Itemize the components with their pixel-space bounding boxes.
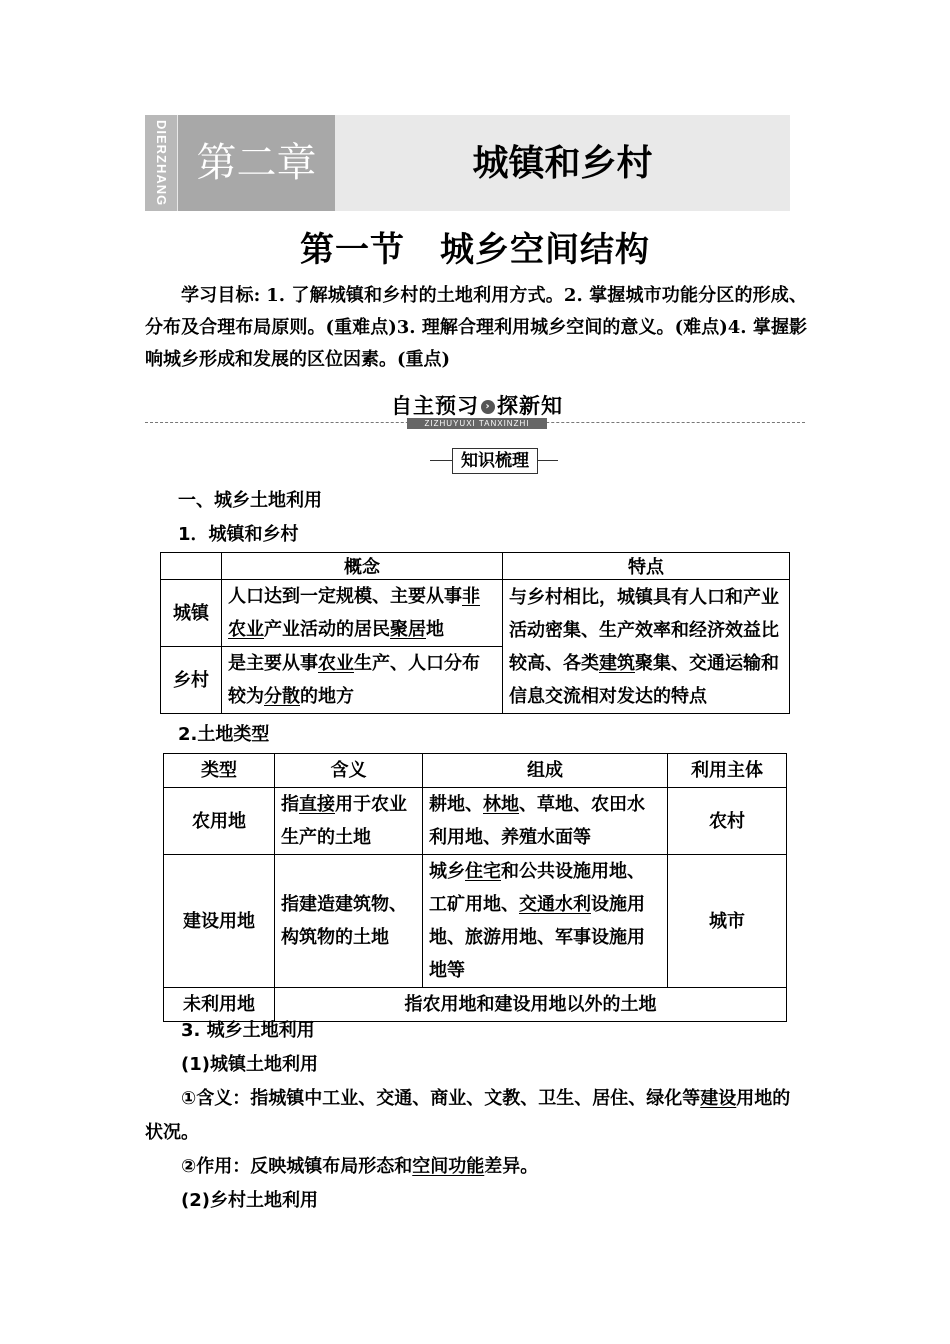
preview-header <box>145 390 805 430</box>
learning-objectives <box>145 280 807 376</box>
table-header: 组成 <box>423 754 668 788</box>
chapter-title: 城镇和乡村 <box>472 142 653 184</box>
table-cell: 农村 <box>668 788 787 855</box>
knowledge-sort-text: 知识梳理 <box>452 448 538 474</box>
chapter-number: 第二章 <box>178 115 335 211</box>
subheading-land-types: 2.土地类型 <box>178 724 270 745</box>
table-row-label: 未利用地 <box>164 988 275 1022</box>
table-header: 含义 <box>275 754 423 788</box>
preview-title-a: 自主预习 <box>391 394 479 418</box>
objectives-label: 学习目标: <box>181 285 261 306</box>
table-header: 类型 <box>164 754 275 788</box>
table-cell: 指农用地和建设用地以外的土地 <box>275 988 787 1022</box>
preview-title-b: 探新知 <box>497 394 563 418</box>
table-cell: 是主要从事农业生产、人口分布较为分散的地方 <box>222 647 503 714</box>
subheading-town-village: 1．城镇和乡村 <box>178 524 299 545</box>
section-title: 第一节 城乡空间结构 <box>300 230 650 270</box>
subheading-town-land: (1)城镇土地利用 <box>181 1054 318 1075</box>
heading-land-use: 一、城乡土地利用 <box>178 490 322 511</box>
table-row-label: 乡村 <box>161 647 222 714</box>
objectives-text: 1. 了解城镇和乡村的土地利用方式。2. 掌握城市功能分区的形成、分布及合理布局原则。(重难点)3. 理解合理利用城乡空间的意义。(难点)4. 掌握影响城乡形成和发展的区位因素。(重点) <box>145 285 807 370</box>
table-header: 特点 <box>503 553 790 580</box>
preview-pinyin: ZIZHUYUXI TANXINZHI <box>407 418 547 429</box>
meaning-paragraph: ①含义：指城镇中工业、交通、商业、文教、卫生、居住、绿化等建设用地的状况。 <box>145 1088 791 1143</box>
table-row-label: 城镇 <box>161 580 222 647</box>
town-village-table <box>160 552 790 714</box>
table-header: 概念 <box>222 553 503 580</box>
table-header <box>161 553 222 580</box>
function-paragraph: ②作用：反映城镇布局形态和空间功能差异。 <box>181 1156 539 1177</box>
subheading-rural-land: (2)乡村土地利用 <box>181 1190 318 1211</box>
chapter-banner <box>145 115 790 211</box>
table-cell: 指建造建筑物、构筑物的土地 <box>275 855 423 988</box>
table-header: 利用主体 <box>668 754 787 788</box>
table-cell: 城乡住宅和公共设施用地、工矿用地、交通水利设施用地、旅游用地、军事设施用地等 <box>423 855 668 988</box>
table-cell: 指直接用于农业生产的土地 <box>275 788 423 855</box>
preview-title <box>377 390 577 428</box>
arrow-icon: › <box>481 400 495 414</box>
table-cell: 城市 <box>668 855 787 988</box>
land-type-table <box>163 753 787 1022</box>
table-cell: 耕地、林地、草地、农田水利用地、养殖水面等 <box>423 788 668 855</box>
table-cell-features: 与乡村相比，城镇具有人口和产业活动密集、生产效率和经济效益比较高、各类建筑聚集、交通运输和信息交流相对发达的特点 <box>503 580 790 714</box>
chapter-side-label: DIERZHANG <box>145 115 177 211</box>
knowledge-sort-label <box>430 448 558 474</box>
subheading-urban-rural-land: 3. 城乡土地利用 <box>181 1020 315 1041</box>
table-row-label: 农用地 <box>164 788 275 855</box>
table-cell: 人口达到一定规模、主要从事非农业产业活动的居民聚居地 <box>222 580 503 647</box>
table-row-label: 建设用地 <box>164 855 275 988</box>
